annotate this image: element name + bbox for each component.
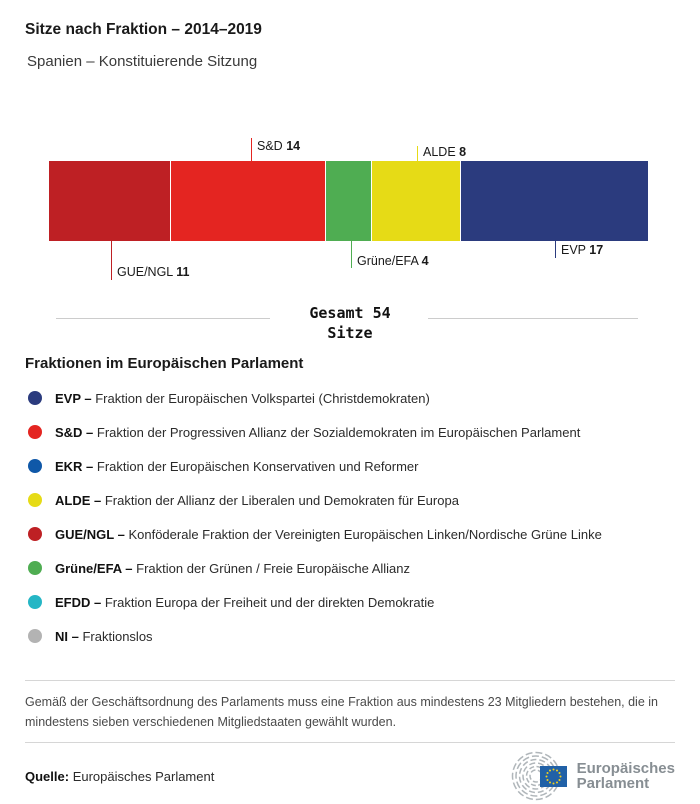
- page-title: Sitze nach Fraktion – 2014–2019: [25, 21, 262, 38]
- leader-line-gue-ngl: [111, 241, 112, 280]
- legend-dot-ni: [28, 629, 42, 643]
- footer: [25, 751, 675, 801]
- legend-description: Konföderale Fraktion der Vereinigten Europäischen Linken/Nordische Grüne Linke: [128, 526, 602, 542]
- legend-row-ni: [0, 619, 700, 653]
- leader-line-gr-ne-efa: [351, 241, 352, 268]
- legend-description: Fraktion der Europäischen Volkspartei (Christdemokraten): [95, 390, 430, 406]
- bar-label-alde: [423, 145, 466, 159]
- bar-label-name: ALDE: [423, 145, 460, 159]
- logo-wordmark-line2: Parlament: [576, 775, 650, 792]
- legend-description: Fraktion der Grünen / Freie Europäische Allianz: [136, 560, 411, 576]
- legend-abbr: EKR –: [55, 458, 97, 474]
- footnote: Gemäß der Geschäftsordnung des Parlaments muss eine Fraktion aus mindestens 23 Mitgliedern bestehen, die in mindestens sieben verschiedenen Mitgliedstaaten gewählt wurden.: [25, 695, 658, 729]
- bar-label-name: EVP: [561, 243, 590, 257]
- bar-label-name: S&D: [257, 139, 287, 153]
- legend-label: [55, 391, 430, 406]
- total-seats-line2: Sitze: [327, 324, 373, 342]
- legend-abbr: Grüne/EFA –: [55, 560, 137, 576]
- bar-segment-gr-ne-efa: [325, 161, 370, 241]
- seats-chart: [0, 136, 700, 286]
- legend-label: [55, 425, 580, 440]
- bar-segment-evp: [460, 161, 648, 241]
- legend-label: [55, 595, 434, 610]
- bar-label-value: 8: [459, 145, 467, 159]
- bar-label-name: GUE/NGL: [117, 265, 177, 279]
- infographic: [0, 21, 700, 804]
- legend-description: Fraktion der Allianz der Liberalen und Demokraten für Europa: [104, 492, 459, 508]
- legend-row-s-d: [0, 415, 700, 449]
- legend-heading: Fraktionen im Europäischen Parlament: [25, 355, 304, 372]
- legend-row-gue-ngl: [0, 517, 700, 551]
- source-line: [25, 769, 214, 784]
- legend-dot-ekr: [28, 459, 42, 473]
- legend-dot-gue-ngl: [28, 527, 42, 541]
- legend-abbr: S&D –: [55, 424, 97, 440]
- legend-abbr: GUE/NGL –: [55, 526, 129, 542]
- bar-label-s-d: [257, 139, 300, 153]
- bar-label-value: 17: [589, 243, 604, 257]
- legend-dot-s-d: [28, 425, 42, 439]
- legend-dot-gr-ne-efa: [28, 561, 42, 575]
- leader-line-alde: [417, 146, 418, 161]
- bar-segment-gue-ngl: [49, 161, 170, 241]
- logo-wordmark-line1: Europäisches: [576, 760, 675, 777]
- legend-description: Fraktionslos: [82, 628, 153, 644]
- bar-segment-alde: [371, 161, 460, 241]
- divider-top: [25, 680, 675, 681]
- total-seats-label: [0, 303, 700, 343]
- hemicycle-eu-flag-icon: [503, 751, 571, 801]
- bar-label-name: Grüne/EFA: [357, 254, 422, 268]
- source-value-text: Europäisches Parlament: [72, 769, 215, 784]
- legend-label: [55, 527, 602, 542]
- legend-label: [55, 561, 410, 576]
- source-label: Quelle:: [25, 769, 70, 784]
- legend-description: Fraktion der Europäischen Konservativen und Reformer: [96, 458, 419, 474]
- logo-wordmark: [577, 761, 675, 791]
- legend-abbr: EFDD –: [55, 594, 105, 610]
- legend-row-evp: [0, 381, 700, 415]
- legend-row-alde: [0, 483, 700, 517]
- legend-label: [55, 459, 418, 474]
- european-parliament-logo: [503, 751, 675, 801]
- bar-label-value: 11: [176, 265, 190, 279]
- bar-label-gr-ne-efa: [357, 254, 429, 268]
- legend-list: [0, 381, 700, 653]
- legend-dot-evp: [28, 391, 42, 405]
- total-seats-line1: Gesamt 54: [309, 304, 391, 322]
- legend-abbr: ALDE –: [55, 492, 105, 508]
- leader-line-s-d: [251, 138, 252, 161]
- legend-label: [55, 629, 153, 644]
- stacked-bar: [49, 161, 648, 241]
- bar-segment-s-d: [170, 161, 325, 241]
- legend-description: Fraktion der Progressiven Allianz der Sozialdemokraten im Europäischen Parlament: [96, 424, 581, 440]
- legend-row-ekr: [0, 449, 700, 483]
- legend-abbr: EVP –: [55, 390, 96, 406]
- leader-line-evp: [555, 241, 556, 258]
- bar-label-value: 14: [286, 139, 301, 153]
- legend-description: Fraktion Europa der Freiheit und der direkten Demokratie: [104, 594, 435, 610]
- bar-label-value: 4: [421, 254, 429, 268]
- divider-bottom: [25, 742, 675, 743]
- legend-abbr: NI –: [55, 628, 83, 644]
- page-subtitle: Spanien – Konstituierende Sitzung: [27, 53, 258, 70]
- total-seats-block: [0, 301, 700, 345]
- legend-dot-efdd: [28, 595, 42, 609]
- bar-label-gue-ngl: [117, 265, 190, 279]
- legend-row-gr-ne-efa: [0, 551, 700, 585]
- legend-row-efdd: [0, 585, 700, 619]
- legend-label: [55, 493, 459, 508]
- bar-label-evp: [561, 243, 603, 257]
- legend-dot-alde: [28, 493, 42, 507]
